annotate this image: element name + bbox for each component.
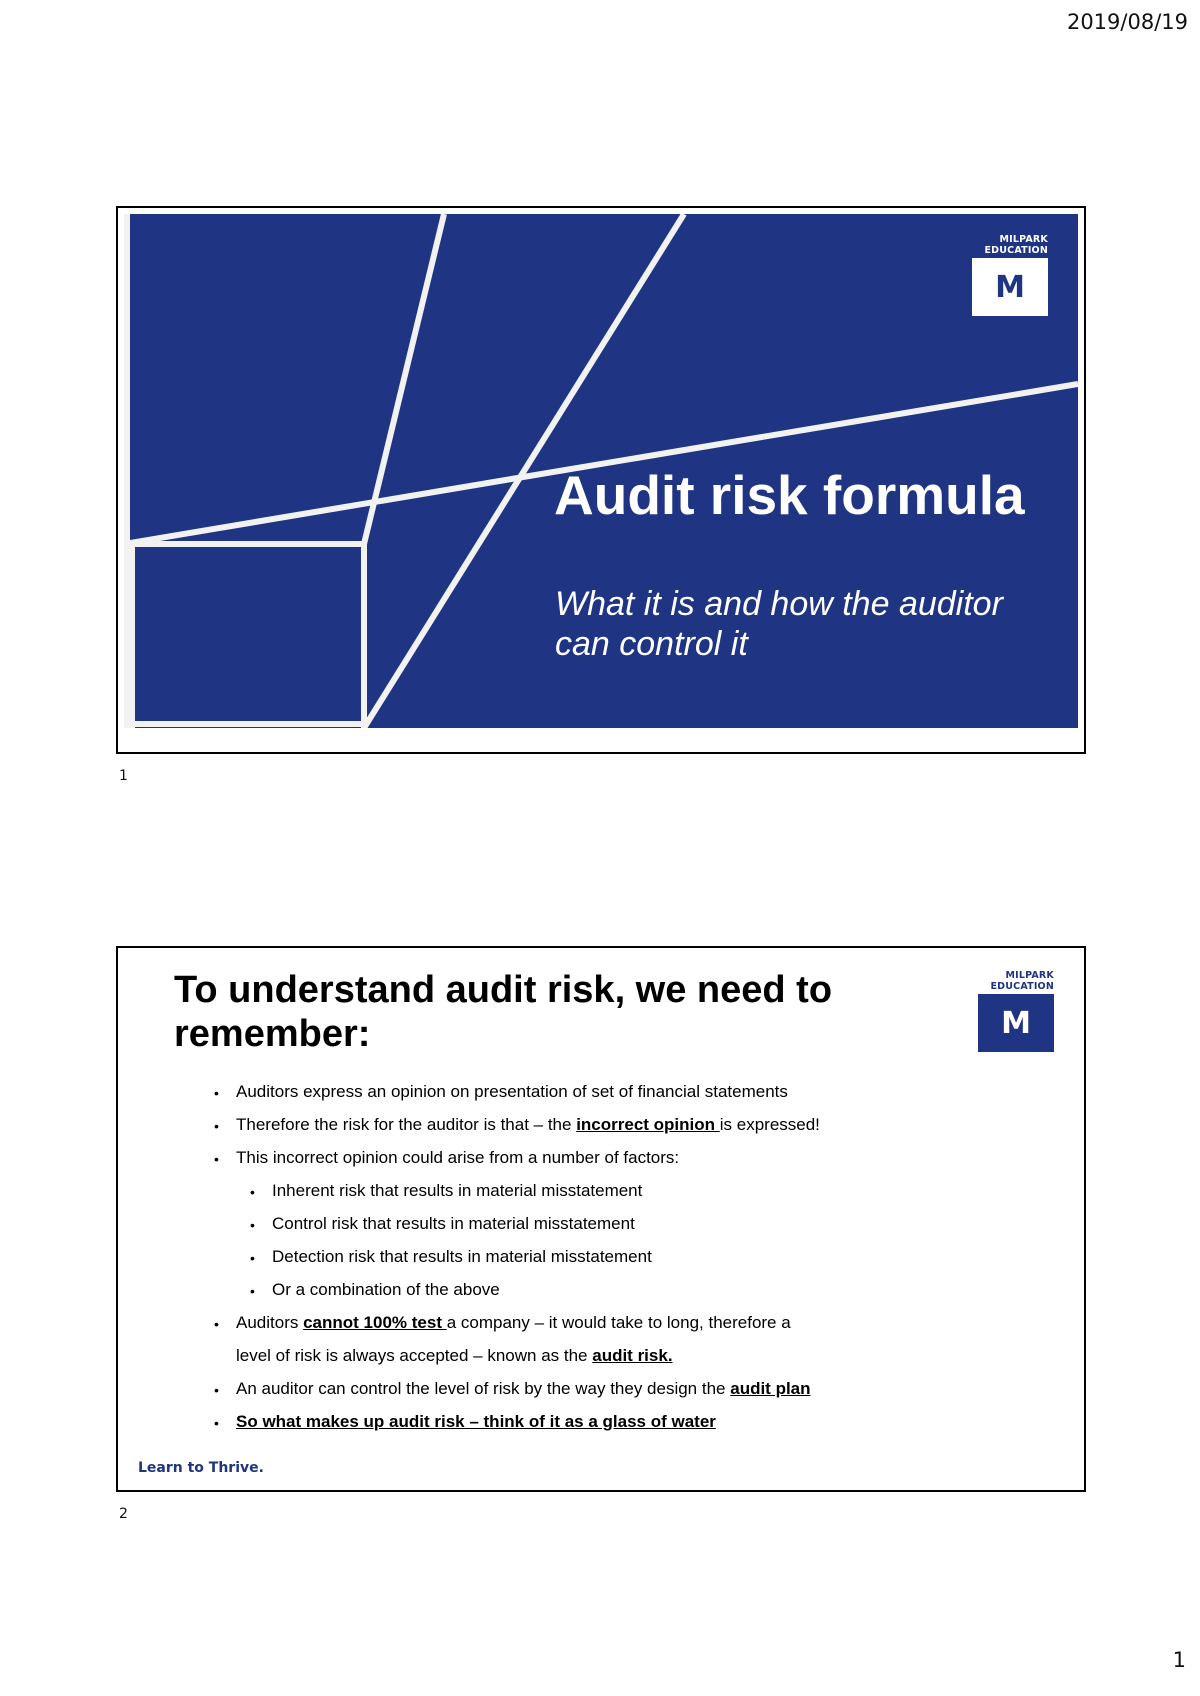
milpark-logo: [978, 970, 1054, 1052]
bullet-item: [118, 1148, 1018, 1181]
emphasis-text: cannot 100% test: [303, 1313, 447, 1332]
bullet-text: Auditors: [236, 1313, 304, 1332]
logo-line-2: EDUCATION: [984, 245, 1048, 256]
logo-mark: M: [972, 258, 1048, 316]
tagline: Learn to Thrive.: [138, 1460, 264, 1476]
bullet-continuation: [118, 1346, 1018, 1379]
sub-bullet-item: [118, 1214, 1018, 1247]
emphasis-text: audit plan: [730, 1379, 811, 1398]
bullet-text: This incorrect opinion could arise from a number of factors:: [236, 1148, 680, 1167]
bullet-item: [118, 1379, 1018, 1412]
bullet-text: Control risk that results in material misstatement: [272, 1214, 635, 1233]
bullet-list: [118, 1082, 1018, 1445]
emphasis-text: So what makes up audit risk – think of it as a glass of water: [236, 1412, 716, 1431]
bullet-item: [118, 1082, 1018, 1115]
bullet-text: is expressed!: [719, 1115, 820, 1134]
bullet-text: Or a combination of the above: [272, 1280, 500, 1299]
slide-1-title: Audit risk formula: [554, 464, 1025, 526]
slide-1: [116, 206, 1086, 754]
sub-bullet-item: [118, 1280, 1018, 1313]
bullet-text: Auditors express an opinion on presentation of set of financial statements: [236, 1082, 788, 1101]
emphasis-text: audit risk.: [592, 1346, 673, 1365]
logo-line-1: MILPARK: [999, 234, 1048, 245]
emphasis-text: incorrect opinion: [576, 1115, 720, 1134]
document-date: 2019/08/19: [1066, 10, 1188, 34]
bullet-text: Inherent risk that results in material misstatement: [272, 1181, 643, 1200]
bullet-text: level of risk is always accepted – known as the: [236, 1346, 593, 1365]
sub-bullet-item: [118, 1181, 1018, 1214]
bullet-item: [118, 1115, 1018, 1148]
milpark-logo: [972, 234, 1048, 316]
logo-mark: M: [978, 994, 1054, 1052]
page-number: 1: [1172, 1648, 1186, 1672]
logo-line-2: EDUCATION: [990, 981, 1054, 992]
slide-1-number: 1: [119, 768, 128, 784]
title-slide-background: [124, 214, 1078, 728]
bullet-text: a company – it would take to long, therefore a: [446, 1313, 791, 1332]
bullet-text: Detection risk that results in material misstatement: [272, 1247, 652, 1266]
bullet-item: [118, 1313, 1018, 1346]
logo-line-1: MILPARK: [1005, 970, 1054, 981]
slide-2: [116, 946, 1086, 1492]
slide-2-number: 2: [119, 1506, 128, 1522]
bullet-text: An auditor can control the level of risk by the way they design the: [236, 1379, 731, 1398]
slide-2-title: To understand audit risk, we need to remember:: [174, 969, 833, 1055]
bullet-item: [118, 1412, 1018, 1445]
sub-bullet-item: [118, 1247, 1018, 1280]
slide-1-subtitle: What it is and how the auditor can control it: [555, 585, 1003, 663]
bullet-text: Therefore the risk for the auditor is that – the: [236, 1115, 577, 1134]
